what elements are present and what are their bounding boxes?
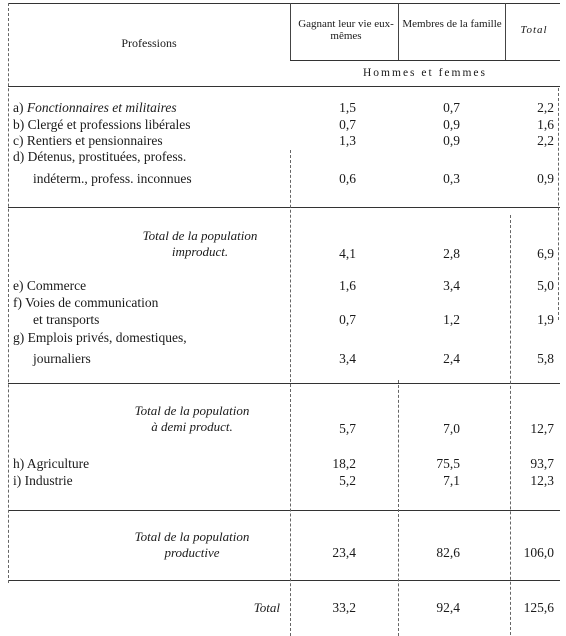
row-h-earning: 18,2 <box>332 456 356 471</box>
col-divider-3 <box>505 3 506 60</box>
row-label-f-cont: et transports <box>33 312 100 327</box>
row-label-c: c) Rentiers et pensionnaires <box>13 133 163 148</box>
row-label-d: d) Détenus, prostituées, profess. <box>13 149 187 164</box>
col-divider-2b <box>398 380 399 636</box>
total-semi-productive-earning: 5,7 <box>339 421 356 436</box>
total-semi-productive-total: 12,7 <box>530 421 554 436</box>
row-i-family: 7,1 <box>443 473 460 488</box>
row-g-total: 5,8 <box>537 351 554 366</box>
row-label-f: f) Voies de communication <box>13 295 159 310</box>
row-b-total: 1,6 <box>537 117 554 132</box>
total-improductive-earning: 4,1 <box>339 246 356 261</box>
grand-total-label: Total <box>253 600 280 615</box>
row-b-earning: 0,7 <box>339 117 356 132</box>
row-d-earning: 0,6 <box>339 171 356 186</box>
total-improductive-total: 6,9 <box>537 246 554 261</box>
left-border <box>8 3 9 583</box>
header-col-family: Membres de la famille <box>402 18 502 30</box>
rule-1 <box>8 207 560 208</box>
row-a-earning: 1,5 <box>339 100 356 115</box>
row-label-i: i) Industrie <box>13 473 73 488</box>
row-g-earning: 3,4 <box>339 351 356 366</box>
row-label-b: b) Clergé et professions libérales <box>13 117 191 132</box>
col-divider-2 <box>398 3 399 60</box>
row-label-a: a) Fonctionnaires et militaires <box>13 100 177 115</box>
total-productive-label: Total de la population productive <box>134 529 250 560</box>
row-d-family: 0,3 <box>443 171 460 186</box>
col-divider-1b <box>290 150 291 636</box>
total-semi-productive-family: 7,0 <box>443 421 460 436</box>
col-divider-1 <box>290 3 291 60</box>
row-a-total: 2,2 <box>537 100 554 115</box>
row-b-family: 0,9 <box>443 117 460 132</box>
row-label-g-cont: journaliers <box>33 351 91 366</box>
row-a-family: 0,7 <box>443 100 460 115</box>
row-c-family: 0,9 <box>443 133 460 148</box>
row-e-family: 3,4 <box>443 278 460 293</box>
row-f-earning: 0,7 <box>339 312 356 327</box>
row-c-total: 2,2 <box>537 133 554 148</box>
row-label-d-cont: indéterm., profess. inconnues <box>33 171 192 186</box>
grand-total-family: 92,4 <box>436 600 460 615</box>
total-improductive-label: Total de la population improduct. <box>142 228 258 259</box>
row-label-h: h) Agriculture <box>13 456 90 471</box>
row-c-earning: 1,3 <box>339 133 356 148</box>
grand-total-total: 125,6 <box>523 600 554 615</box>
header-rule <box>290 60 560 61</box>
row-e-total: 5,0 <box>537 278 554 293</box>
total-productive-earning: 23,4 <box>332 545 356 560</box>
row-i-earning: 5,2 <box>339 473 356 488</box>
row-e-earning: 1,6 <box>339 278 356 293</box>
subheader: Hommes et femmes <box>363 67 487 79</box>
row-f-total: 1,9 <box>537 312 554 327</box>
row-f-family: 1,2 <box>443 312 460 327</box>
row-g-family: 2,4 <box>443 351 460 366</box>
total-productive-total: 106,0 <box>523 545 554 560</box>
total-improductive-family: 2,8 <box>443 246 460 261</box>
header-professions: Professions <box>121 36 177 50</box>
row-i-total: 12,3 <box>530 473 554 488</box>
rule-2 <box>8 383 560 384</box>
row-h-total: 93,7 <box>530 456 554 471</box>
row-h-family: 75,5 <box>436 456 460 471</box>
row-label-e: e) Commerce <box>13 278 87 293</box>
grand-total-earning: 33,2 <box>332 600 356 615</box>
rule-3 <box>8 510 560 511</box>
subheader-rule <box>8 86 560 87</box>
header-col-earning: Gagnant leur vie eux-mêmes <box>298 18 394 42</box>
row-label-g: g) Emplois privés, domestiques, <box>13 330 187 345</box>
top-rule <box>8 3 560 4</box>
total-semi-productive-label: Total de la population à demi product. <box>134 403 250 434</box>
rule-4 <box>8 580 560 581</box>
right-border <box>558 88 559 320</box>
header-col-total: Total <box>520 24 548 36</box>
total-productive-family: 82,6 <box>436 545 460 560</box>
row-d-total: 0,9 <box>537 171 554 186</box>
